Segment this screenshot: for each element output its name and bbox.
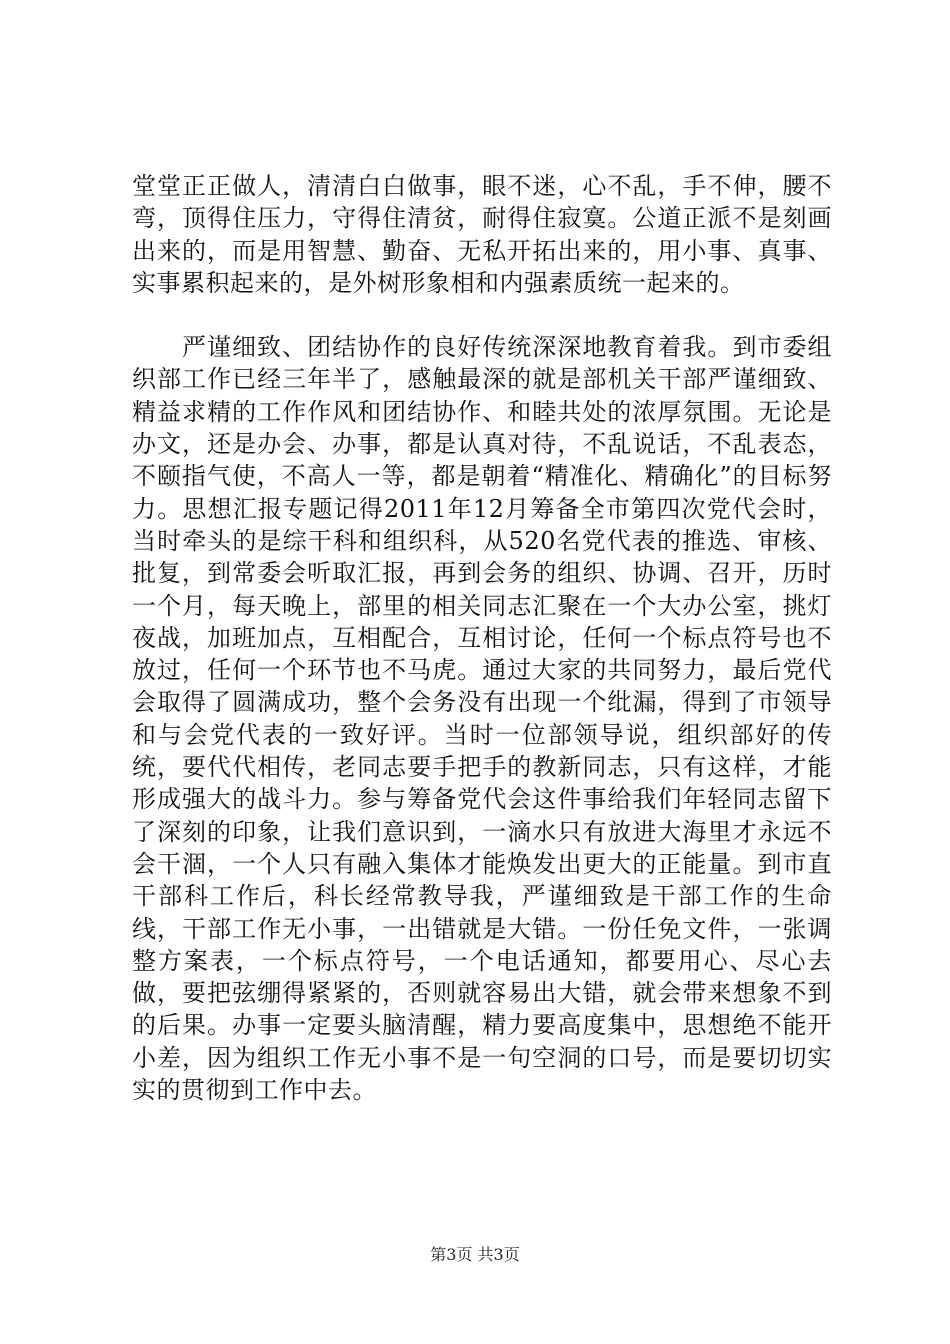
page-footer: 第3页 共3页 — [430, 1245, 520, 1264]
paragraph-1: 堂堂正正做人，清清白白做事，眼不迷，心不乱，手不伸，腰不弯，顶得住压力，守得住清贫，耐得住寂寞。公道正派不是刻画出来的，而是用智慧、勤奋、无私开拓出来的，用小事、真事、实事累积起来的，是外树形象相和内强素质统一起来的。 — [132, 172, 832, 297]
document-body — [132, 170, 832, 1106]
paragraph-2: 严谨细致、团结协作的良好传统深深地教育着我。到市委组织部工作已经三年半了，感触最深的就是部机关干部严谨细致、精益求精的工作作风和团结协作、和睦共处的浓厚氛围。无论是办文，还是办会、办事，都是认真对待，不乱说话，不乱表态，不颐指气使，不高人一等，都是朝着“精准化、精确化”的目标努力。思想汇报专题记得2011年12月筹备全市第四次党代会时，当时牵头的是综干科和组织科，从520名党代表的推选、审核、批复，到常委会听取汇报，再到会务的组织、协调、召开，历时一个月，每天晚上，部里的相关同志汇聚在一个大办公室，挑灯夜战，加班加点，互相配合，互相讨论，任何一个标点符号也不放过，任何一个环节也不马虎。通过大家的共同努力，最后党代会取得了圆满成功，整个会务没有出现一个纰漏，得到了市领导和与会党代表的一致好评。当时一位部领导说，组织部好的传统，要代代相传，老同志要手把手的教新同志，只有这样，才能形成强大的战斗力。参与筹备党代会这件事给我们年轻同志留下了深刻的印象，让我们意识到，一滴水只有放进大海里才永远不会干涸，一个人只有融入集体才能焕发出更大的正能量。到市直干部科工作后，科长经常教导我，严谨细致是干部工作的生命线，干部工作无小事，一出错就是大错。一份任免文件，一张调整方案表，一个标点符号，一个电话通知，都要用心、尽心去做，要把弦绷得紧紧的，否则就容易出大错，就会带来想象不到的后果。办事一定要头脑清醒，精力要高度集中，思想绝不能开小差，因为组织工作无小事不是一句空洞的口号，而是要切切实实的贯彻到工作中去。 — [132, 333, 832, 1105]
